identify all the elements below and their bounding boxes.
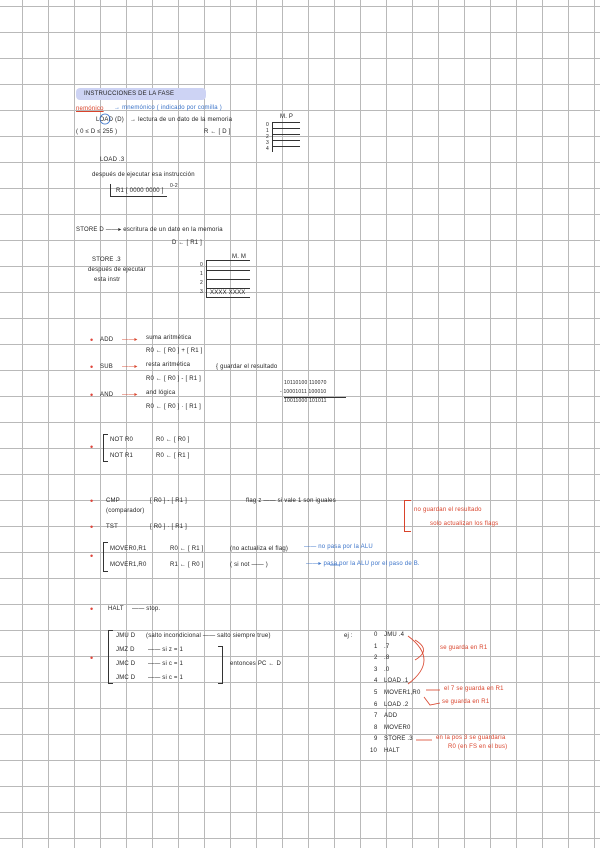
sub-desc: resta aritmética	[146, 362, 191, 368]
page-title: INSTRUCCIONES DE LA FASE	[84, 91, 175, 97]
jmz-cond: —— si z = 1	[148, 647, 184, 653]
add-desc: suma aritmética	[146, 335, 192, 341]
cmp-note-1: no guardan el resultado	[414, 507, 482, 513]
mm-row-2: 2	[200, 280, 203, 286]
move-r0-rtl: R0 ← [ R1 ]	[170, 546, 204, 552]
bullet-tst: •	[90, 522, 94, 532]
program-instruction: HALT	[384, 748, 400, 754]
move-r1-cond: ( si not —— )	[230, 562, 268, 568]
jmz-op: JMZ D	[116, 647, 135, 653]
not-r1-op: NOT R1	[110, 453, 134, 459]
annotation-3: se guarda en R1	[442, 699, 490, 705]
mnemonic-label: nemónico	[76, 106, 104, 112]
tst-rtl: [ R0 ] · [ R1 ]	[150, 524, 188, 530]
move-r1-note: ——▸ pasa por la ALU por el paso de B.	[306, 561, 420, 567]
jmc2-op: JMC D	[116, 675, 136, 681]
bullet-cmp: •	[90, 496, 94, 506]
jmu-op: JMU D	[116, 633, 136, 639]
mm-row-3: 3	[200, 289, 203, 295]
program-instruction: ADD	[384, 713, 398, 720]
and-rtl: R0 ← [ R0 ] · [ R1 ]	[146, 404, 202, 410]
cmp-op: CMP	[106, 498, 120, 504]
load-description: → lectura de un dato de la memoria	[130, 117, 233, 123]
not-r0-rtl: R0 ← [ R0 ]	[156, 437, 190, 443]
mm-row-0: 0	[200, 262, 203, 268]
notebook-page: INSTRUCCIONES DE LA FASE nemónico LOAD (D) → mnemónico ( indicado por comilla ) → lectura de un dato de la memoria ( 0 ≤ D ≤ 255 ) R ← [ D ] M. P 0 1 2 3 4 LOAD .3 después de ejecutar esa instrucción R1 [ 0000 0000 ] 0-2 STORE D ——▸ escritura de un dato en la memoria D ← [ R1 ] STORE .3 después de ejecutar esta instr M. M 0 1 2 3 XXXX XXXX • ADD ——▸ suma aritmética R0 ← [ R0 ] + [ R1 ] • SUB ——▸ resta aritmética R0 ← [ R0 ] - [ R1 ] { guardar el resultado • AND ——▸ and lógica R0 ← [ R0 ] · [ R1 ] 10110100 110070 - 10001011 100010 10011000 101011 • NOT R0 R0 ← [ R0 ] NOT R1 R0 ← [ R1 ] • CMP (comparador) [ R0 ] - [ R1 ] flag z —— si vale 1 son iguales no guardan el resultado solo actualizan los flags • TST [ R0 ] · [ R1 ] • MOVER0,R1 R0 ← [ R1 ] (no actualiza el flag) —— no pasa por la ALU MOVER1,R0 R1 ← [ R0 ] ( si not —— ) ——▸ pasa por la ALU por el paso de B. • HALT —— stop. • JMU D (salto incondicional —— salto siempre true) JMZ D —— si z = 1 JMC D —— si c = 1 JMC D —— si c = 1 entonces PC ← D ej : 0 JMU .4 1 .7 2 .8 3 .0 4 LOAD .1 5 MOVER1,R0 6 LOAD .2 7 ADD 8 MOVER0 9 STORE .3 10 HALT se guarda en R1 el 7 se guarda en R1 se guarda en R1 en la pos 3 se guardaría R0 (en FS en el bus)	[0, 0, 600, 848]
mp-row-4: 4	[266, 146, 269, 152]
register-content: R1 [ 0000 0000 ]	[116, 188, 164, 194]
mp-row-2: 2	[266, 134, 269, 140]
load-example: LOAD .3	[100, 157, 125, 163]
mm-row-1: 1	[200, 271, 203, 277]
mp-row-1: 1	[266, 128, 269, 134]
program-address: 3	[374, 666, 378, 673]
bullet-sub: •	[90, 362, 94, 372]
cmp-rtl: [ R0 ] - [ R1 ]	[150, 498, 188, 504]
program-instruction: .8	[384, 655, 390, 662]
store-example: STORE .3	[92, 257, 121, 263]
and-op: AND	[100, 392, 114, 398]
load-range: ( 0 ≤ D ≤ 255 )	[76, 129, 118, 135]
program-address: 4	[374, 678, 378, 685]
annotation-2: el 7 se guarda en R1	[444, 686, 504, 692]
tst-op: TST	[106, 524, 118, 530]
jmu-cond: (salto incondicional —— salto siempre true)	[146, 633, 271, 639]
memory-title-mp: M. P	[280, 114, 294, 120]
annotation-5: R0 (en FS en el bus)	[448, 744, 508, 750]
move-r0-note: —— no pasa por la ALU	[304, 544, 373, 550]
binary-line-1: 10110100 110070	[284, 380, 327, 386]
program-instruction: MOVER1,R0	[384, 690, 421, 696]
program-address: 5	[374, 690, 378, 696]
store-after-1: después de ejecutar	[88, 267, 146, 273]
store-after-2: esta instr	[94, 277, 121, 283]
not-r0-op: NOT R0	[110, 437, 134, 443]
halt-op: HALT	[108, 606, 124, 612]
move-r0-cond: (no actualiza el flag)	[230, 546, 289, 552]
binary-line-2: - 10001011 100010	[280, 389, 327, 395]
binary-result: 10011000 101011	[284, 398, 327, 404]
bullet-not: •	[90, 442, 94, 452]
store-rtl: D ← [ R1 ]	[172, 240, 203, 246]
cmp-flag: flag z —— si vale 1 son iguales	[246, 498, 336, 504]
program-address: 7	[374, 713, 378, 720]
example-label: ej :	[344, 633, 353, 639]
load-operand-hint: → mnemónico ( indicado por comilla )	[114, 105, 222, 111]
program-instruction: .7	[384, 643, 390, 650]
annotation-1: se guarda en R1	[440, 645, 488, 651]
program-instruction: STORE .3	[384, 736, 413, 743]
move-r1-op: MOVER1,R0	[110, 562, 147, 568]
load-opcode: LOAD (D)	[96, 117, 124, 123]
mp-row-0: 0	[266, 122, 269, 128]
program-address: 8	[374, 724, 378, 731]
program-address: 1	[374, 643, 378, 650]
mm-filled-cell: XXXX XXXX	[210, 290, 246, 296]
cmp-sub: (comparador)	[106, 508, 145, 514]
move-r1-rtl: R1 ← [ R0 ]	[170, 562, 204, 568]
memory-title-mm: M. M	[232, 254, 247, 260]
program-address: 6	[374, 701, 378, 708]
not-r1-rtl: R0 ← [ R1 ]	[156, 453, 190, 459]
sub-rtl: R0 ← [ R0 ] - [ R1 ]	[146, 376, 202, 382]
bullet-jump: •	[90, 653, 94, 663]
move-r0-op: MOVER0,R1	[110, 546, 147, 552]
program-instruction: LOAD .2	[384, 701, 409, 708]
register-suffix: 0-2	[170, 183, 178, 189]
program-instruction: .0	[384, 666, 390, 673]
bullet-add: •	[90, 335, 94, 345]
jmc-cond: —— si c = 1	[148, 661, 184, 667]
sub-op: SUB	[100, 364, 113, 370]
add-op: ADD	[100, 337, 114, 343]
program-instruction: LOAD .1	[384, 678, 409, 685]
bullet-move: •	[90, 551, 94, 561]
load-after: después de ejecutar esa instrucción	[92, 172, 195, 178]
program-address: 10	[370, 748, 378, 754]
jump-result: entonces PC ← D	[230, 661, 282, 667]
bullet-halt: •	[90, 604, 94, 614]
jmc-op: JMC D	[116, 661, 136, 667]
halt-desc: —— stop.	[132, 606, 161, 612]
program-instruction: JMU .4	[384, 632, 405, 638]
annotation-4: en la pos 3 se guardaría	[436, 735, 506, 741]
program-address: 0	[374, 632, 378, 638]
add-rtl: R0 ← [ R0 ] + [ R1 ]	[146, 348, 203, 354]
and-desc: and lógica	[146, 390, 176, 396]
cmp-note-2: solo actualizan los flags	[430, 521, 499, 527]
bullet-and: •	[90, 390, 94, 400]
program-address: 2	[374, 655, 378, 662]
store-line: STORE D ——▸ escritura de un dato en la memoria	[76, 227, 223, 233]
load-rtl: R ← [ D ]	[204, 129, 231, 135]
program-instruction: MOVER0	[384, 724, 411, 731]
program-address: 9	[374, 736, 378, 743]
jmc2-cond: —— si c = 1	[148, 675, 184, 681]
mp-row-3: 3	[266, 140, 269, 146]
sub-note: { guardar el resultado	[216, 364, 278, 370]
